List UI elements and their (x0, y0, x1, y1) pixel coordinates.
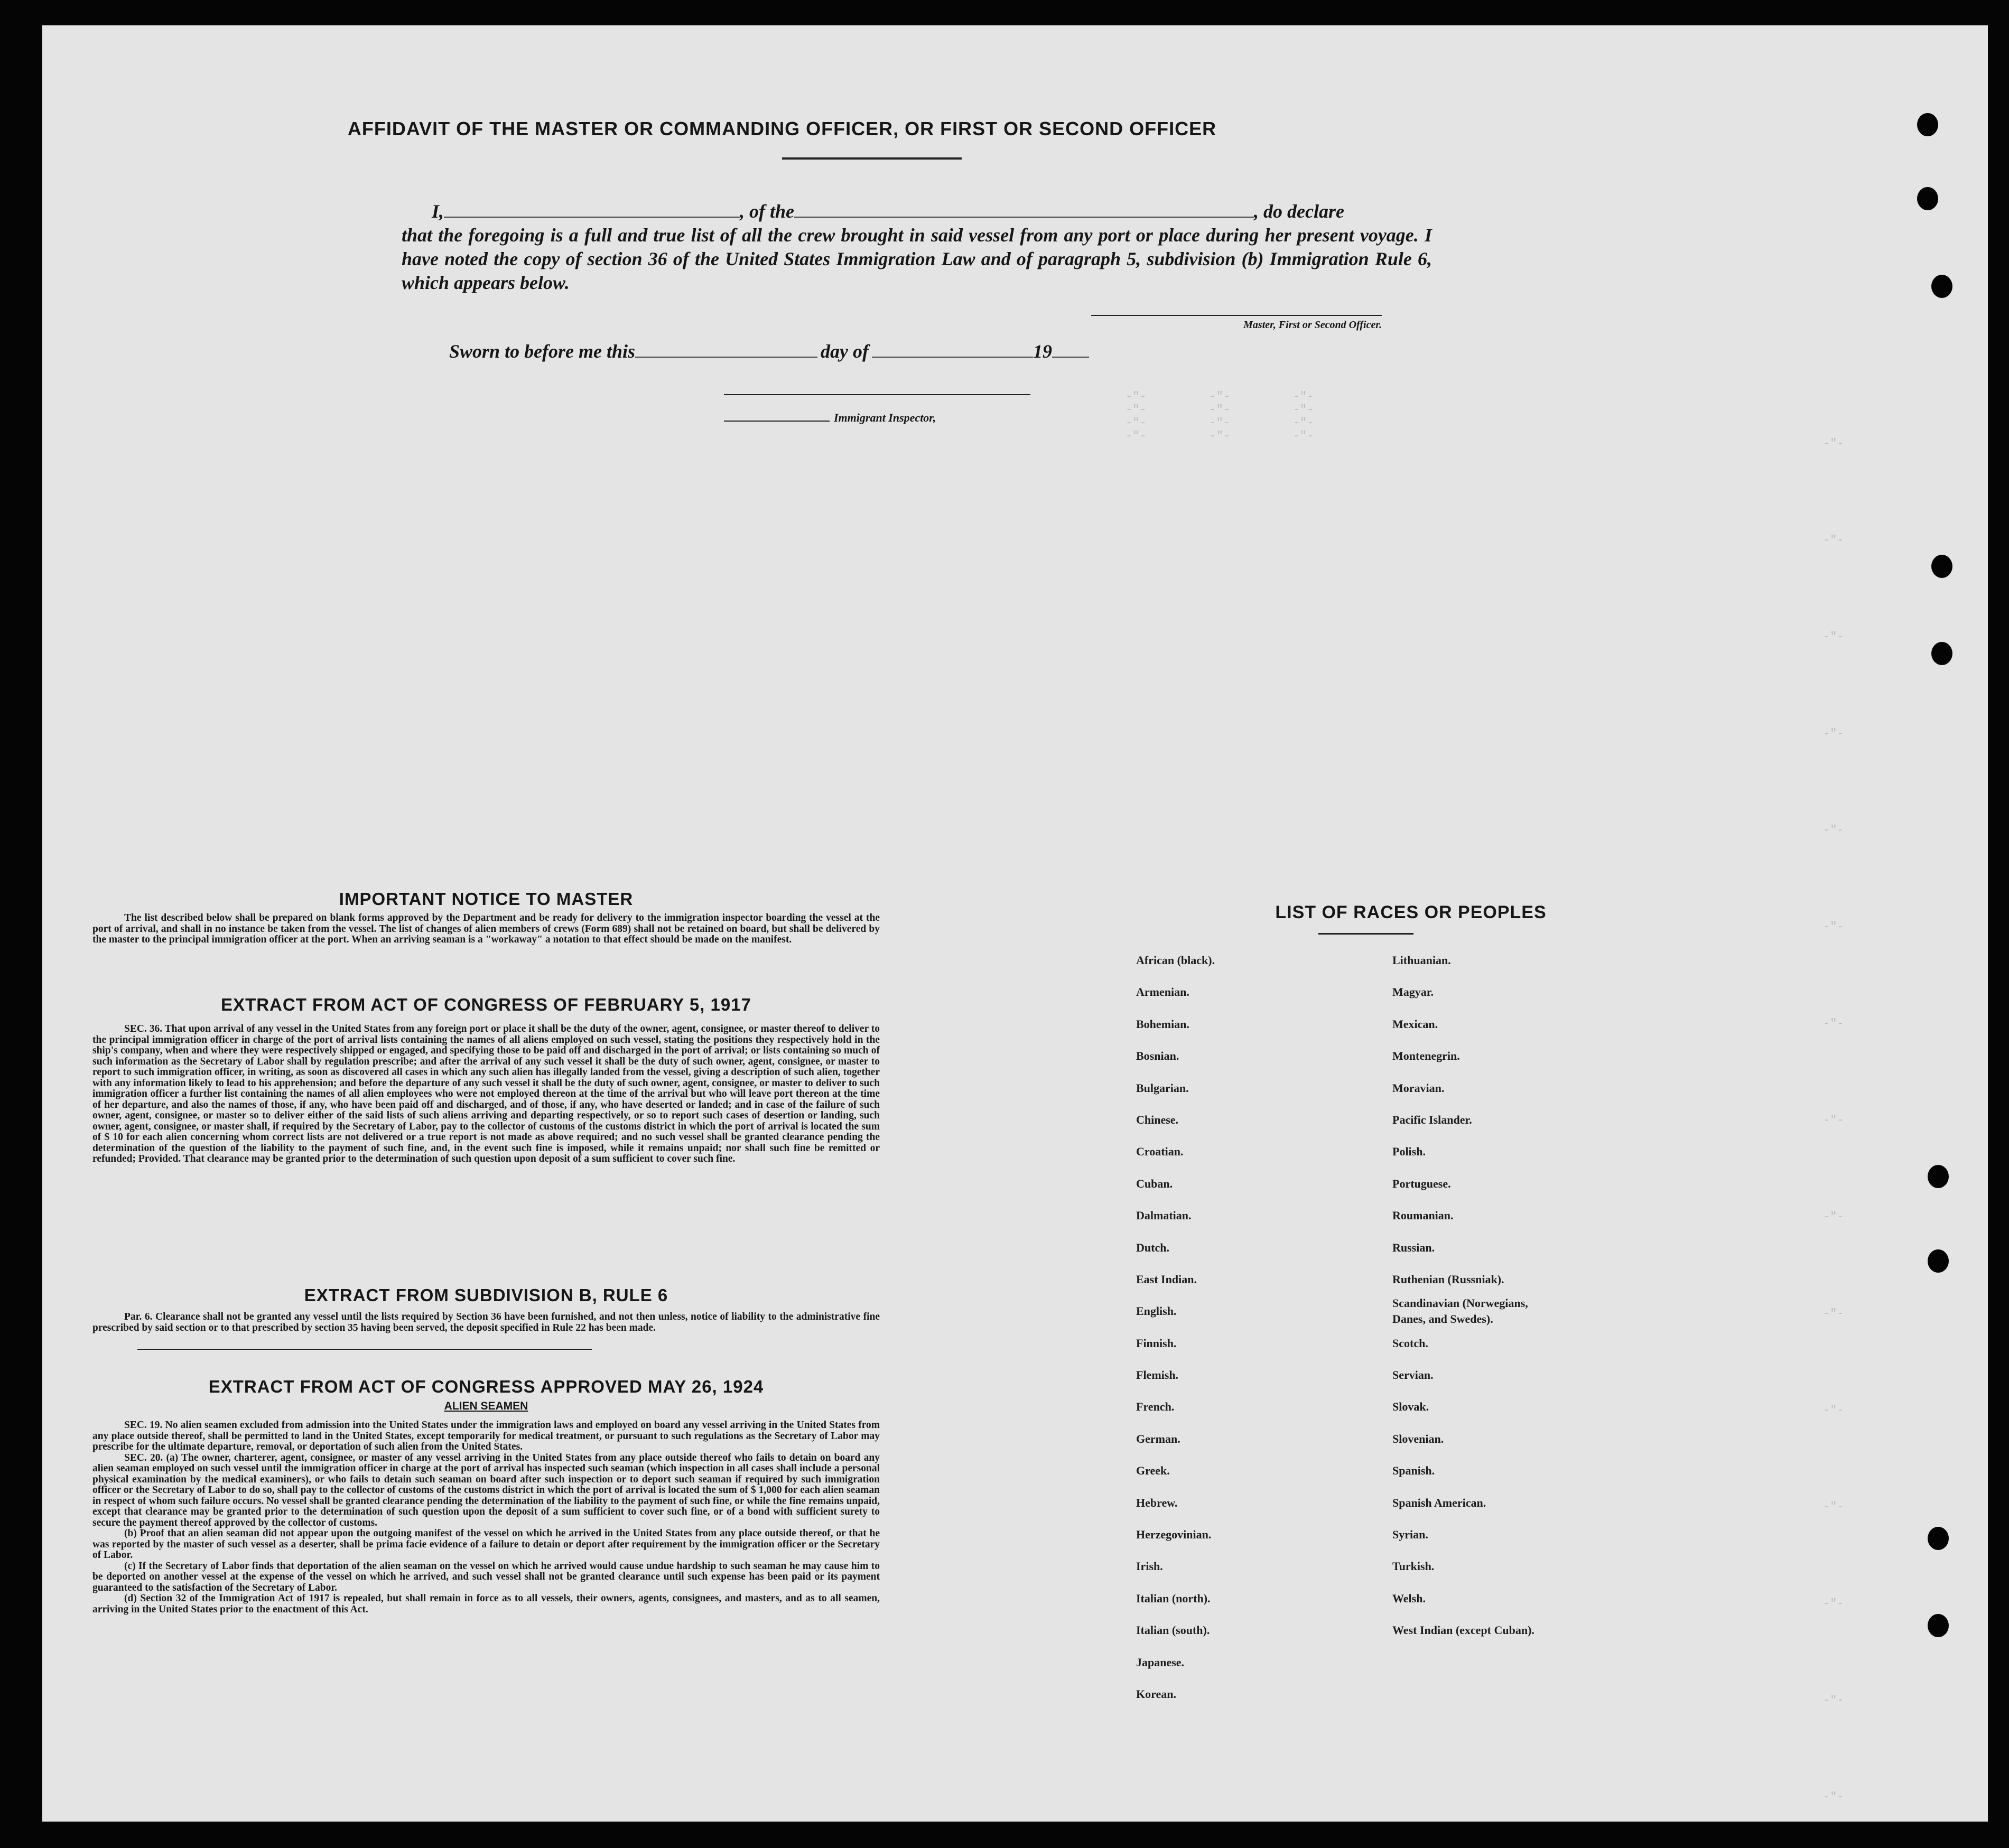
race-item: English. (1136, 1304, 1177, 1318)
affidavit-title-rule (782, 157, 962, 160)
race-item: Mexican. (1392, 1017, 1438, 1031)
extract-rule6-text: Par. 6. Clearance shall not be granted any vessel until the lists required by Section 36 have been furnished, and not then unless, notice of liability to the administrative fine prescribed by said section or to that prescribed by section 35 having been served, the deposit specified in Rule 22 has been made. (92, 1311, 880, 1333)
race-item: German. (1136, 1432, 1180, 1445)
race-item: Turkish. (1392, 1560, 1435, 1573)
race-item: Flemish. (1136, 1368, 1179, 1382)
race-item-multiline (1392, 1295, 1534, 1327)
race-item: Japanese. (1136, 1655, 1185, 1669)
sworn-year-field[interactable] (1052, 341, 1089, 358)
race-item: Lithuanian. (1392, 954, 1451, 967)
race-item: Servian. (1392, 1368, 1434, 1382)
inspector-signature-line[interactable] (724, 421, 830, 422)
punch-hole-icon (1917, 113, 1938, 136)
races-title-rule (1318, 933, 1413, 935)
race-item: French. (1136, 1400, 1175, 1414)
race-item: Russian. (1392, 1240, 1435, 1254)
race-item: Moravian. (1392, 1081, 1445, 1095)
race-item: Portuguese. (1392, 1177, 1451, 1190)
extract-rule6-title: EXTRACT FROM SUBDIVISION B, RULE 6 (304, 1285, 668, 1305)
punch-hole-icon (1928, 1165, 1949, 1188)
sworn-year-prefix: 19 (1033, 341, 1053, 362)
race-item: Danes, and Swedes). (1392, 1312, 1493, 1326)
race-item: Croatian. (1136, 1145, 1184, 1159)
race-item: Pacific Islander. (1392, 1113, 1472, 1126)
race-item: Bulgarian. (1136, 1081, 1189, 1095)
race-item: Ruthenian (Russniak). (1392, 1272, 1504, 1286)
race-item: Dalmatian. (1136, 1209, 1192, 1222)
race-item: Greek. (1136, 1464, 1170, 1478)
race-item: African (black). (1136, 954, 1215, 967)
affidavit-i: I, (431, 201, 444, 222)
race-item: Herzegovinian. (1136, 1528, 1212, 1542)
race-item: Irish. (1136, 1560, 1163, 1573)
race-item: Welsh. (1392, 1591, 1426, 1605)
extract-1917-title: EXTRACT FROM ACT OF CONGRESS OF FEBRUARY 5, 1917 (221, 995, 751, 1014)
rule6-divider (137, 1349, 592, 1350)
inspector-caption: Immigrant Inspector, (834, 411, 936, 424)
inspector-signature-line-upper[interactable] (724, 394, 1030, 395)
race-item: Slovak. (1392, 1400, 1429, 1414)
race-item: West Indian (except Cuban). (1392, 1623, 1534, 1637)
punch-hole-icon (1931, 555, 1952, 578)
race-item: Slovenian. (1392, 1432, 1444, 1445)
master-signature-line[interactable] (1091, 315, 1382, 316)
punch-hole-icon (1917, 187, 1938, 210)
race-item: Bohemian. (1136, 1017, 1189, 1031)
affidavit-declaration (402, 200, 1432, 295)
sworn-month-field[interactable] (872, 341, 1033, 358)
extract-1924-text: SEC. 19. No alien seamen excluded from admission into the United States under the immigration laws and employed on board any vessel arriving in the United States from any place outside thereof, shall be permitted to land in the United States, except temporarily for medical treatment, or pursuant to such regulations as the Secretary of Labor may prescribe for the ultimate departure, removal, or deportation of such alien from the United States. SEC. 20. (a) The owner, charterer, agent, consignee, or master of any vessel arriving in the United States from any place outside thereof who fails to detain on board any alien seaman employed on such vessel until the immigration officer in charge at the port of arrival has inspected such seaman (which inspection in all cases shall include a personal physical examination by the medical examiners), or who fails to detain such seaman on board after such inspection or to deport such seaman if required by such immigration officer or the Secretary of Labor to do so, shall pay to the collector of customs of the customs district in which the port of arrival is located the sum of $ 1,000 for each alien seaman in respect of whom such failure occurs. No vessel shall be granted clearance pending the determination of the liability to the payment of such fine, or while the fine remains unpaid, except that clearance may be granted prior to the determination of such question upon the deposit of a sum sufficient to cover such fine, or of a bond with sufficient surety to secure the payment thereof approved by the collector of customs. (b) Proof that an alien seaman did not appear upon the outgoing manifest of the vessel on which he arrived in the United States from any place outside thereof, or that he was reported by the master of such vessel as a deserter, shall be prima facie evidence of a failure to detain or deport after requirement by the immigration officer or the Secretary of Labor. (c) If the Secretary of Labor finds that deportation of the alien seaman on the vessel on which he arrived would cause undue hardship to such seaman he may cause him to be deported on another vessel at the expense of the vessel on which he arrived, and such vessel shall not be granted clearance until such expense has been paid or its payment guaranteed to the satisfaction of the Secretary of Labor. (d) Section 32 of the Immigration Act of 1917 is repealed, but shall remain in force as to all vessels, their owners, agents, consignees, and masters, and as to all seamen, arriving in the United States prior to the enactment of this Act. (92, 1420, 880, 1615)
punch-hole-icon (1931, 642, 1952, 665)
sworn-label: Sworn to before me this (449, 341, 636, 362)
punch-hole-icon (1931, 275, 1952, 298)
race-item: Spanish. (1392, 1464, 1435, 1478)
manifest-page (42, 25, 1988, 1822)
race-item: Finnish. (1136, 1336, 1177, 1350)
race-item: Syrian. (1392, 1528, 1428, 1542)
race-item: Scotch. (1392, 1336, 1428, 1350)
race-item: Italian (north). (1136, 1591, 1211, 1605)
races-title: LIST OF RACES OR PEOPLES (1275, 902, 1547, 922)
notice-text: The list described below shall be prepared on blank forms approved by the Department and be ready for delivery to the immigration inspector boarding the vessel at the port of arrival, and shall in no instance be taken from the vessel. The list of changes of alien members of crews (Form 689) shall not be retained on board, but shall be delivered by the master to the principal immigration officer at the port. When an arriving seaman is a "workaway" a notation to that effect should be made on the manifest. (92, 912, 880, 945)
affidavit-title: AFFIDAVIT OF THE MASTER OR COMMANDING OFFICER, OR FIRST OR SECOND OFFICER (347, 118, 1217, 139)
races-column-2 (1392, 945, 1534, 1647)
race-item: Scandinavian (Norwegians, (1392, 1296, 1528, 1310)
race-item: Hebrew. (1136, 1496, 1178, 1509)
extract-1917-text: SEC. 36. That upon arrival of any vessel in the United States from any foreign port or place it shall be the duty of the owner, agent, consignee, or master thereof to deliver to the principal immigration officer in charge of the port of arrival lists containing the names of all aliens employed on such vessel, stating the positions they respectively hold in the ship's company, when and where they were respectively shipped or engaged, and specifying those to be paid off and discharged in the port of arrival; or lists containing so much of such information as the Secretary of Labor shall by regulation prescribe; and after the arrival of any such vessel it shall be the duty of such owner, agent, consignee, or master to report to such immigration officer, in writing, as soon as discovered all cases in which any such alien has illegally landed from the vessel, giving a description of such alien, together with any information likely to lead to his apprehension; and before the departure of any such vessel it shall be the duty of such owner, agent, consignee, or master to deliver to such immigration officer a further list containing the names of all alien employees who were not employed thereon at the time of the arrival but who will leave port thereon at the time of her departure, and also the names of those, if any, who have been paid off and discharged, and of those, if any, who have deserted or landed; and in case of the failure of such owner, agent, consignee, or master so to deliver either of the said lists of such aliens arriving and departing respectively, or so to report such cases of desertion or landing, such owner, agent, consignee, or master shall, if required by the Secretary of Labor, pay to the collector of customs of the customs district in which the port of arrival is located the sum of $ 10 for each alien concerning whom correct lists are not delivered or a true report is not made as above required; and no such vessel shall be granted clearance pending the determination of the question of the liability to the payment of such fine, and, in the event such fine is imposed, while it remains unpaid; nor shall such fine be remitted or refunded; Provided. That clearance may be granted prior to the determination of such question upon deposit of a sum sufficient to cover such fine. (92, 1023, 880, 1164)
race-item: Magyar. (1392, 985, 1434, 999)
vessel-name-field[interactable] (794, 201, 1254, 218)
race-item: Cuban. (1136, 1177, 1173, 1190)
race-item: Polish. (1392, 1145, 1426, 1159)
race-item: East Indian. (1136, 1272, 1197, 1286)
race-item: Montenegrin. (1392, 1049, 1460, 1063)
race-item: Dutch. (1136, 1240, 1169, 1254)
punch-hole-icon (1928, 1249, 1949, 1273)
races-column-1 (1136, 945, 1215, 1710)
bleed-through-column: -"- -"- -"- -"- -"- -"- -"- -"- -"- -"- -"- -"- (1126, 390, 1314, 443)
race-item: Italian (south). (1136, 1623, 1210, 1637)
extract-1924-title: EXTRACT FROM ACT OF CONGRESS APPROVED MAY 26, 1924 (208, 1377, 764, 1396)
master-signature-caption: Master, First or Second Officer. (1243, 319, 1382, 331)
race-item: Chinese. (1136, 1113, 1179, 1126)
sworn-day-field[interactable] (635, 341, 817, 358)
race-item: Armenian. (1136, 985, 1189, 999)
affidavit-of-the: , of the (740, 201, 794, 222)
race-item: Roumanian. (1392, 1209, 1454, 1222)
race-item: Korean. (1136, 1687, 1176, 1701)
affidavit-body: that the foregoing is a full and true list of all the crew brought in said vessel from any port or place during her present voyage. I have noted the copy of section 36 of the United States Immigration Law and of paragraph 5, subdivision (b) Immigration Rule 6, which appears below. (402, 225, 1432, 293)
race-item: Spanish American. (1392, 1496, 1486, 1509)
punch-hole-icon (1928, 1614, 1949, 1637)
sworn-day-of: day of (821, 341, 869, 362)
master-name-field[interactable] (444, 201, 740, 218)
sworn-line (449, 340, 1089, 363)
punch-hole-icon (1928, 1527, 1949, 1550)
race-item: Bosnian. (1136, 1049, 1179, 1063)
bleed-through-ditto: -"- -"- -"- -"- -"- -"- -"- -"- -"- -"- -"- -"- -"- -"- -"- (1823, 437, 1844, 1804)
extract-1924-subtitle: ALIEN SEAMEN (444, 1400, 528, 1412)
affidavit-do-declare: , do declare (1254, 201, 1344, 222)
notice-title: IMPORTANT NOTICE TO MASTER (339, 889, 634, 909)
